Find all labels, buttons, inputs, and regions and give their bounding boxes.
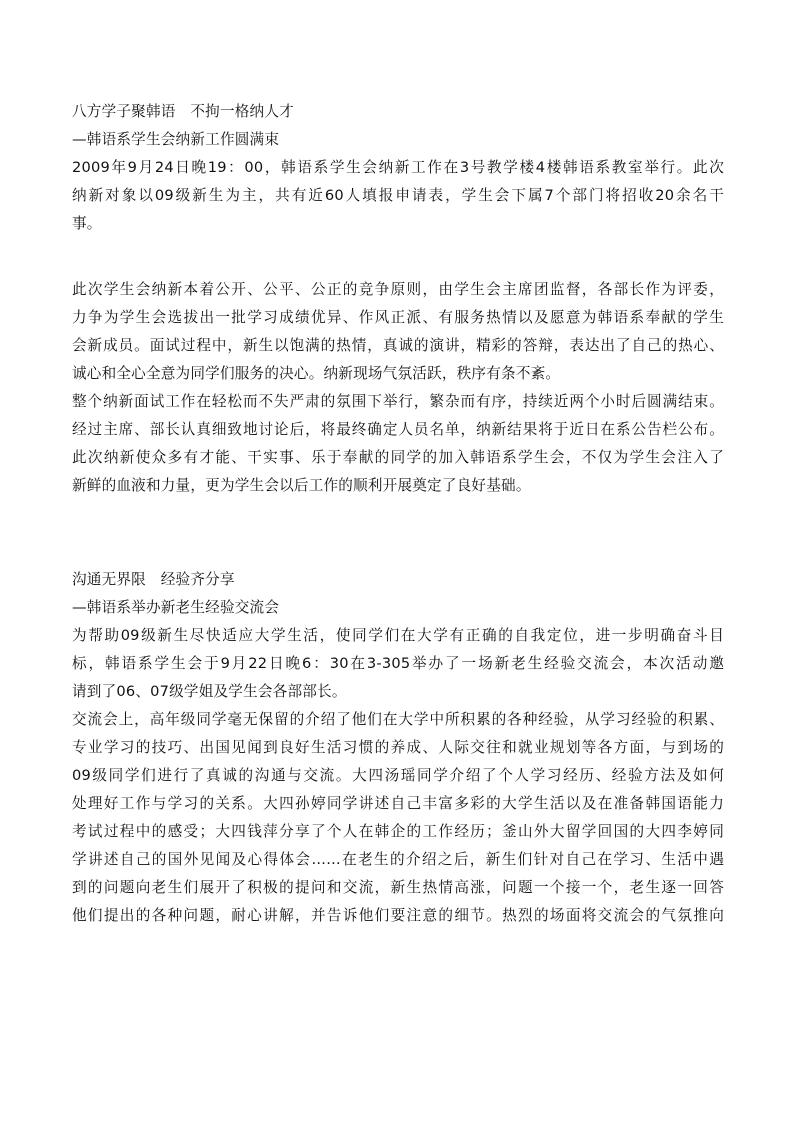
article1-para4-line: 此次纳新使众多有才能、干实事、乐于奉献的同学的加入韩语系学生会，不仅为学生会注入了: [72, 449, 724, 466]
section-gap: [72, 500, 724, 566]
article1-subtitle: —韩语系学生会纳新工作圆满束: [72, 131, 280, 148]
article2-para1-line: 标，韩语系学生会于9月22日晚6：30在3-305举办了一场新老生经验交流会，本次活动邀: [72, 655, 724, 672]
paragraph-gap: [72, 238, 724, 276]
article2-para1-line: 请到了06、07级学姐及学生会各部部长。: [72, 683, 347, 700]
article1-para2-line: 会新成员。面试过程中，新生以饱满的热情，真诚的演讲，精彩的答辩，表达出了自己的热心、: [72, 337, 724, 354]
article1-para1-line: 事。: [72, 215, 102, 232]
article1-para1-line: 2009年9月24日晚19：00，韩语系学生会纳新工作在3号教学楼4楼韩语系教室举行。此次: [72, 159, 724, 176]
article1-para2-line: 此次学生会纳新本着公开、公平、公正的竞争原则，由学生会主席团监督，各部长作为评委，: [72, 281, 724, 298]
article1-para4-line: 新鲜的血液和力量，更为学生会以后工作的顺利开展奠定了良好基础。: [72, 477, 531, 494]
article1-para3-line: 整个纳新面试工作在轻松而不失严肃的氛围下举行，繁杂而有序，持续近两个小时后圆满结束。: [72, 393, 724, 410]
article2-para2-line: 学讲述自己的国外见闻及心得体会……在老生的介绍之后，新生们针对自己在学习、生活中遇: [72, 851, 724, 868]
document-page: [72, 98, 724, 930]
article2-para2-line: 09级同学们进行了真诚的沟通与交流。大四汤瑶同学介绍了个人学习经历、经验方法及如何: [72, 767, 724, 784]
article1-para3-line: 经过主席、部长认真细致地讨论后，将最终确定人员名单，纳新结果将于近日在系公告栏公布。: [72, 421, 724, 438]
article1-title: 八方学子聚韩语 不拘一格纳人才: [72, 103, 294, 120]
article2-para1-line: 为帮助09级新生尽快适应大学生活，使同学们在大学有正确的自我定位，进一步明确奋斗目: [72, 627, 724, 644]
article2-subtitle: —韩语系举办新老生经验交流会: [72, 599, 280, 616]
article2-para2-line: 考试过程中的感受；大四钱萍分享了个人在韩企的工作经历；釜山外大留学回国的大四李婷同: [72, 823, 724, 840]
article1-para1-line: 纳新对象以09级新生为主，共有近60人填报申请表，学生会下属7个部门将招收20余名干: [72, 187, 724, 204]
article2-para2-line: 处理好工作与学习的关系。大四孙婷同学讲述自己丰富多彩的大学生活以及在准备韩国语能力: [72, 795, 724, 812]
article2-para2-line: 他们提出的各种问题，耐心讲解，并告诉他们要注意的细节。热烈的场面将交流会的气氛推向: [72, 907, 724, 924]
article1-para2-line: 力争为学生会选拔出一批学习成绩优异、作风正派、有服务热情以及愿意为韩语系奉献的学生: [72, 309, 724, 326]
article2-title: 沟通无界限 经验齐分享: [72, 571, 235, 588]
article2-para2-line: 交流会上，高年级同学毫无保留的介绍了他们在大学中所积累的各种经验，从学习经验的积累、: [72, 711, 724, 728]
article1-para2-line: 诚心和全心全意为同学们服务的决心。纳新现场气氛活跃，秩序有条不紊。: [72, 365, 561, 382]
article2-para2-line: 到的问题向老生们展开了积极的提问和交流，新生热情高涨，问题一个接一个，老生逐一回答: [72, 879, 724, 896]
article2-para2-line: 专业学习的技巧、出国见闻到良好生活习惯的养成、人际交往和就业规划等各方面，与到场的: [72, 739, 724, 756]
